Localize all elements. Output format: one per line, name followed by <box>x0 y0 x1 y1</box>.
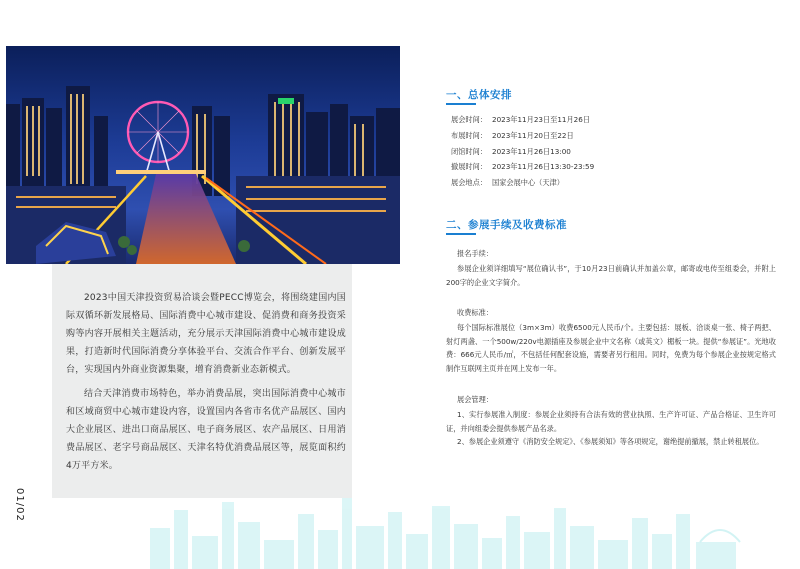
page-number: 01/02 <box>14 488 25 522</box>
tianjin-eye-night-illustration <box>6 46 400 264</box>
intro-text <box>66 289 346 481</box>
schedule-label: 展会地点： <box>451 178 487 188</box>
schedule-value: 2023年11月23日至11月26日 <box>492 115 591 124</box>
section2-underline <box>446 233 476 235</box>
section1-title: 一、总体安排 <box>446 89 512 101</box>
schedule-row <box>451 112 771 128</box>
skyline-watermark <box>140 488 760 569</box>
schedule-value: 国家会展中心（天津） <box>492 178 564 188</box>
fees-block <box>446 306 776 376</box>
fees-text: 每个国际标准展位（3m×3m）收费6500元人民币/个。主要包括：展板、洽谈桌一张、椅子两把、射灯两盏、一个500w/220v电源插座及参展企业中文名称（或英文）楣板一块。提供“参展证”。光地收费：666元人民币/㎡，不包括任何配套设施，需要者另行租用。同时，免费为每个参展企业按规定格式制作互联网主页并在网上发布一年。 <box>446 322 776 374</box>
schedule-label: 闭馆时间： <box>451 146 487 156</box>
schedule-row <box>451 144 771 160</box>
section1-underline <box>446 103 476 105</box>
management-item-2: 2、参展企业须遵守《消防安全规定》、《参展须知》等各项规定，谢绝提前撤展，禁止转租展位。 <box>457 437 764 447</box>
schedule-value: 2023年11月26日13:00 <box>492 146 571 156</box>
schedule-list <box>451 112 771 191</box>
intro-paragraph-1: 2023中国天津投资贸易洽谈会暨PECC博览会，将围绕建国内国际双循环新发展格局、国际消费中心城市建设、促消费和商务投资采购等内容开展相关主题活动，充分展示天津国际消费中心城市建设成果，打造新时代国际消费分享体验平台、交流合作平台、创新发展平台，实现国内外商业资源集聚，增育消费新业态新模式。 <box>66 293 346 375</box>
management-block <box>446 393 776 449</box>
registration-heading: 报名手续： <box>457 249 493 258</box>
management-heading: 展会管理： <box>457 395 493 404</box>
section2-title: 二、参展手续及收费标准 <box>446 219 567 231</box>
schedule-value: 2023年11月20日至22日 <box>492 130 574 140</box>
schedule-row <box>451 159 771 175</box>
schedule-row <box>451 128 771 144</box>
schedule-label: 布展时间： <box>451 130 487 140</box>
schedule-row <box>451 175 771 191</box>
schedule-label: 展会时间： <box>451 115 487 124</box>
registration-text: 参展企业须详细填写“展位确认书”，于10月23日前确认并加盖公章，邮寄或电传至组委会，并附上200字的企业文字简介。 <box>446 263 776 287</box>
schedule-label: 撤展时间： <box>451 162 487 172</box>
registration-block <box>446 247 776 289</box>
intro-paragraph-2: 结合天津消费市场特色，举办消费品展，突出国际消费中心城市和区域商贸中心城市建设内容，设置国内各省市名优产品展区、国内大企业展区、进出口商品展区、电子商务展区、农产品展区、日用消费品展区、老字号商品展区、天津名特优消费品展区等，展览面积约4万平方米。 <box>66 389 346 471</box>
schedule-value: 2023年11月26日13:30-23:59 <box>492 162 595 172</box>
fees-heading: 收费标准： <box>457 308 493 317</box>
management-item-1: 1、实行参展准入制度：参展企业须持有合法有效的营业执照、生产许可证、产品合格证、卫生许可证，并向组委会提供参展产品名录。 <box>446 409 776 433</box>
city-night-photo <box>6 46 400 264</box>
